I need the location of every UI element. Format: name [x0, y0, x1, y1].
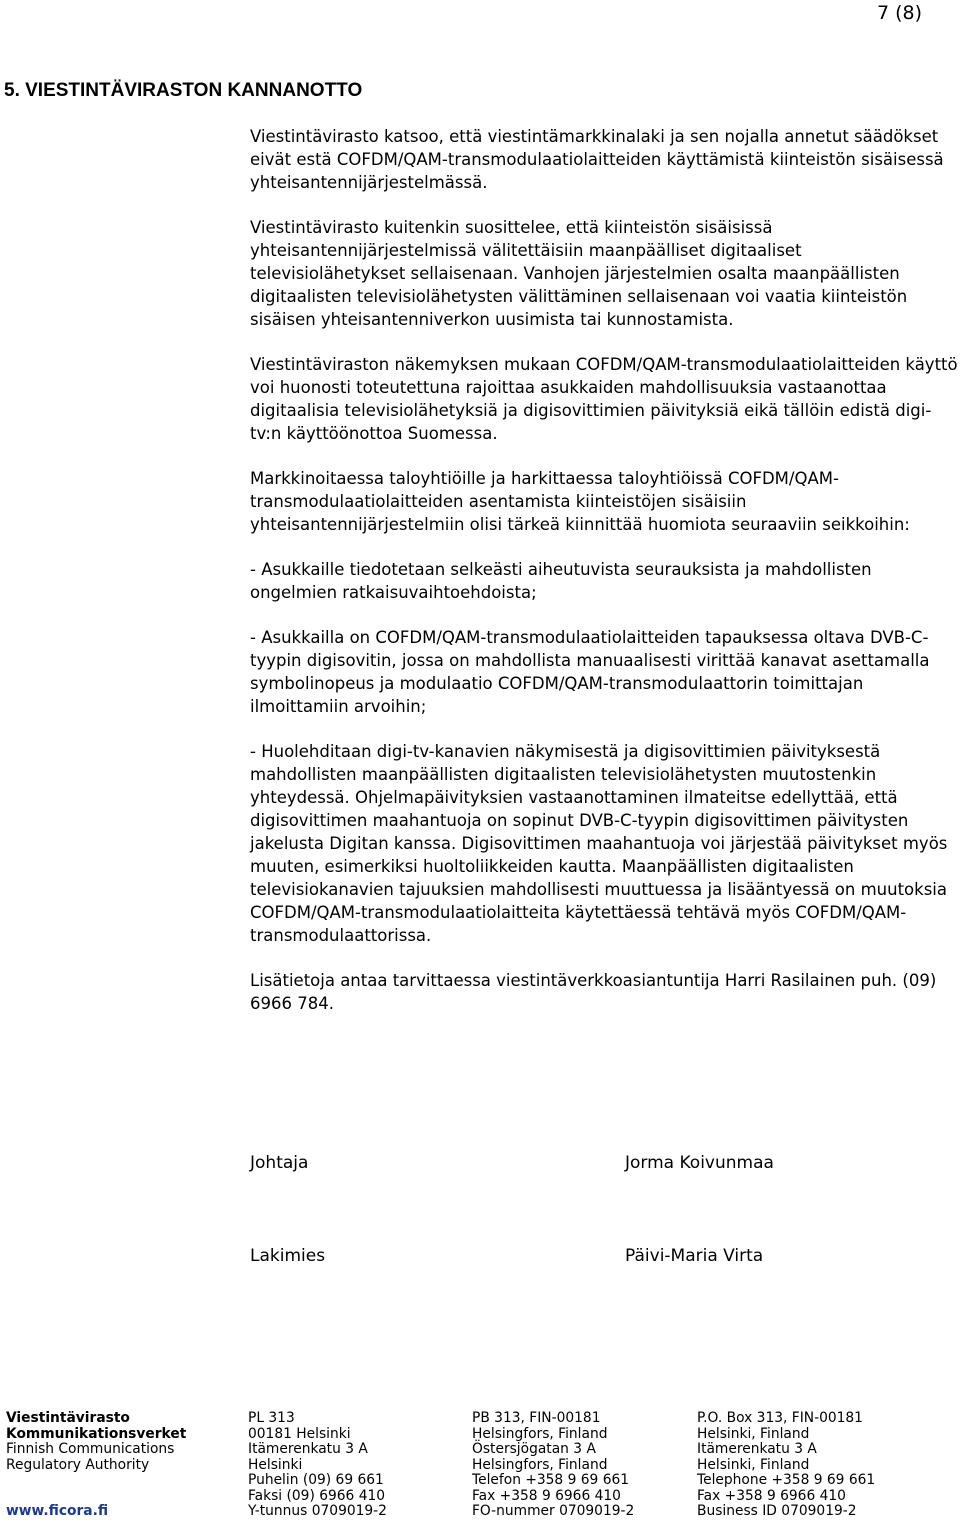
footer-address-en	[697, 1411, 875, 1520]
footer-line: Itämerenkatu 3 A	[697, 1441, 817, 1457]
org-name-fi: Viestintävirasto	[6, 1410, 130, 1426]
footer-line: Helsinki, Finland	[697, 1425, 810, 1442]
org-name-sv: Kommunikationsverket	[6, 1425, 187, 1442]
paragraph: Viestintäviraston näkemyksen mukaan COFDM/QAM-transmodulaatiolaitteiden käyttö voi huonosti toteutettuna rajoittaa asukkaiden mahdollisuuksia vastaanottaa digitaalisia televisiolähetyksiä ja digisovittimien päivityksiä eikä tällöin edistä digi-tv:n käyttöönottoa Suomessa.	[250, 355, 958, 443]
footer-line: P.O. Box 313, FIN-00181	[697, 1410, 863, 1426]
website-link[interactable]: www.ficora.fi	[6, 1503, 109, 1519]
footer-org-column	[6, 1411, 186, 1520]
org-name-en: Finnish Communications	[6, 1441, 175, 1457]
footer-line: Faksi (09) 6966 410	[248, 1487, 386, 1504]
footer-line: Fax +358 9 6966 410	[472, 1487, 621, 1504]
contact-paragraph: Lisätietoja antaa tarvittaessa viestintäverkkoasiantuntija Harri Rasilainen puh. (09) 6966 784.	[250, 971, 937, 1013]
footer-line: PL 313	[248, 1410, 295, 1426]
signature-role: Lakimies	[250, 1246, 326, 1266]
footer-line: Fax +358 9 6966 410	[697, 1487, 846, 1504]
footer-address-fi	[248, 1411, 387, 1520]
footer-line: Telefon +358 9 69 661	[472, 1472, 630, 1488]
footer-line: Puhelin (09) 69 661	[248, 1472, 384, 1488]
paragraph: Viestintävirasto kuitenkin suosittelee, että kiinteistön sisäisissä yhteisantennijärjestelmissä välitettäisiin maanpäälliset digitaaliset televisiolähetykset sellaisenaan. Vanhojen järjestelmien osalta maanpäällisten digitaalisten televisiolähetysten välittäminen sellaisenaan voi vaatia kiinteistön sisäisen yhteisantenniverkon uusimista tai kunnostamista.	[250, 218, 908, 329]
section-heading: 5. VIESTINTÄVIRASTON KANNANOTTO	[4, 80, 363, 101]
footer-line: Helsinki	[248, 1456, 303, 1473]
paragraph: Markkinoitaessa taloyhtiöille ja harkittaessa taloyhtiöissä COFDM/QAM-transmodulaatiolaitteiden asentamista kiinteistöjen sisäisiin yhteisantennijärjestelmiin olisi tärkeä kiinnittää huomiota seuraaviin seikkoihin:	[250, 469, 910, 534]
footer-line: Y-tunnus 0709019-2	[248, 1503, 387, 1519]
footer-line: Business ID 0709019-2	[697, 1503, 857, 1519]
footer-line: FO-nummer 0709019-2	[472, 1503, 635, 1519]
footer-line: Helsinki, Finland	[697, 1456, 810, 1473]
body-text	[250, 125, 958, 1037]
signature-name: Päivi-Maria Virta	[625, 1246, 764, 1266]
footer-line: Telephone +358 9 69 661	[697, 1472, 876, 1488]
footer-line: Helsingfors, Finland	[472, 1456, 608, 1473]
footer-line: Itämerenkatu 3 A	[248, 1441, 368, 1457]
footer-line: PB 313, FIN-00181	[472, 1410, 601, 1426]
bullet-paragraph: - Asukkaille tiedotetaan selkeästi aiheutuvista seurauksista ja mahdollisten ongelmien ratkaisuvaihtoehdoista;	[250, 560, 872, 602]
org-name-en: Regulatory Authority	[6, 1456, 150, 1473]
footer-line: Östersjögatan 3 A	[472, 1441, 596, 1457]
bullet-paragraph: - Asukkailla on COFDM/QAM-transmodulaatiolaitteiden tapauksessa oltava DVB-C-tyypin digisovitin, jossa on mahdollista manuaalisesti virittää kanavat asettamalla symbolinopeus ja modulaatio COFDM/QAM-transmodulaattorin toimittajan ilmoittamiin arvoihin;	[250, 628, 930, 716]
bullet-paragraph: - Huolehditaan digi-tv-kanavien näkymisestä ja digisovittimien päivityksestä mahdollisten maanpäällisten digitaalisten televisiolähetysten muutostenkin yhteydessä. Ohjelmapäivityksien vastaanottaminen ilmateitse edellyttää, että digisovittimen maahantuoja on sopinut DVB-C-tyypin digisovittimen päivitysten jakelusta Digitan kanssa. Digisovittimen maahantuoja voi järjestää päivitykset myös muuten, esimerkiksi huoltoliikkeiden kautta. Maanpäällisten digitaalisten televisiokanavien tajuuksien mahdollisesti muuttuessa ja lisääntyessä on muutoksia COFDM/QAM-transmodulaatiolaitteita käytettäessä tehtävä myös COFDM/QAM-transmodulaattorissa.	[250, 742, 948, 945]
footer-address-sv	[472, 1411, 634, 1520]
footer-line: Helsingfors, Finland	[472, 1425, 608, 1442]
page-number: 7 (8)	[876, 2, 922, 24]
paragraph: Viestintävirasto katsoo, että viestintämarkkinalaki ja sen nojalla annetut säädökset eivät estä COFDM/QAM-transmodulaatiolaitteiden käyttämistä kiinteistön sisäisessä yhteisantennijärjestelmässä.	[250, 127, 944, 192]
footer-line: 00181 Helsinki	[248, 1425, 351, 1442]
signature-role: Johtaja	[250, 1153, 309, 1173]
signature-name: Jorma Koivunmaa	[625, 1153, 774, 1173]
